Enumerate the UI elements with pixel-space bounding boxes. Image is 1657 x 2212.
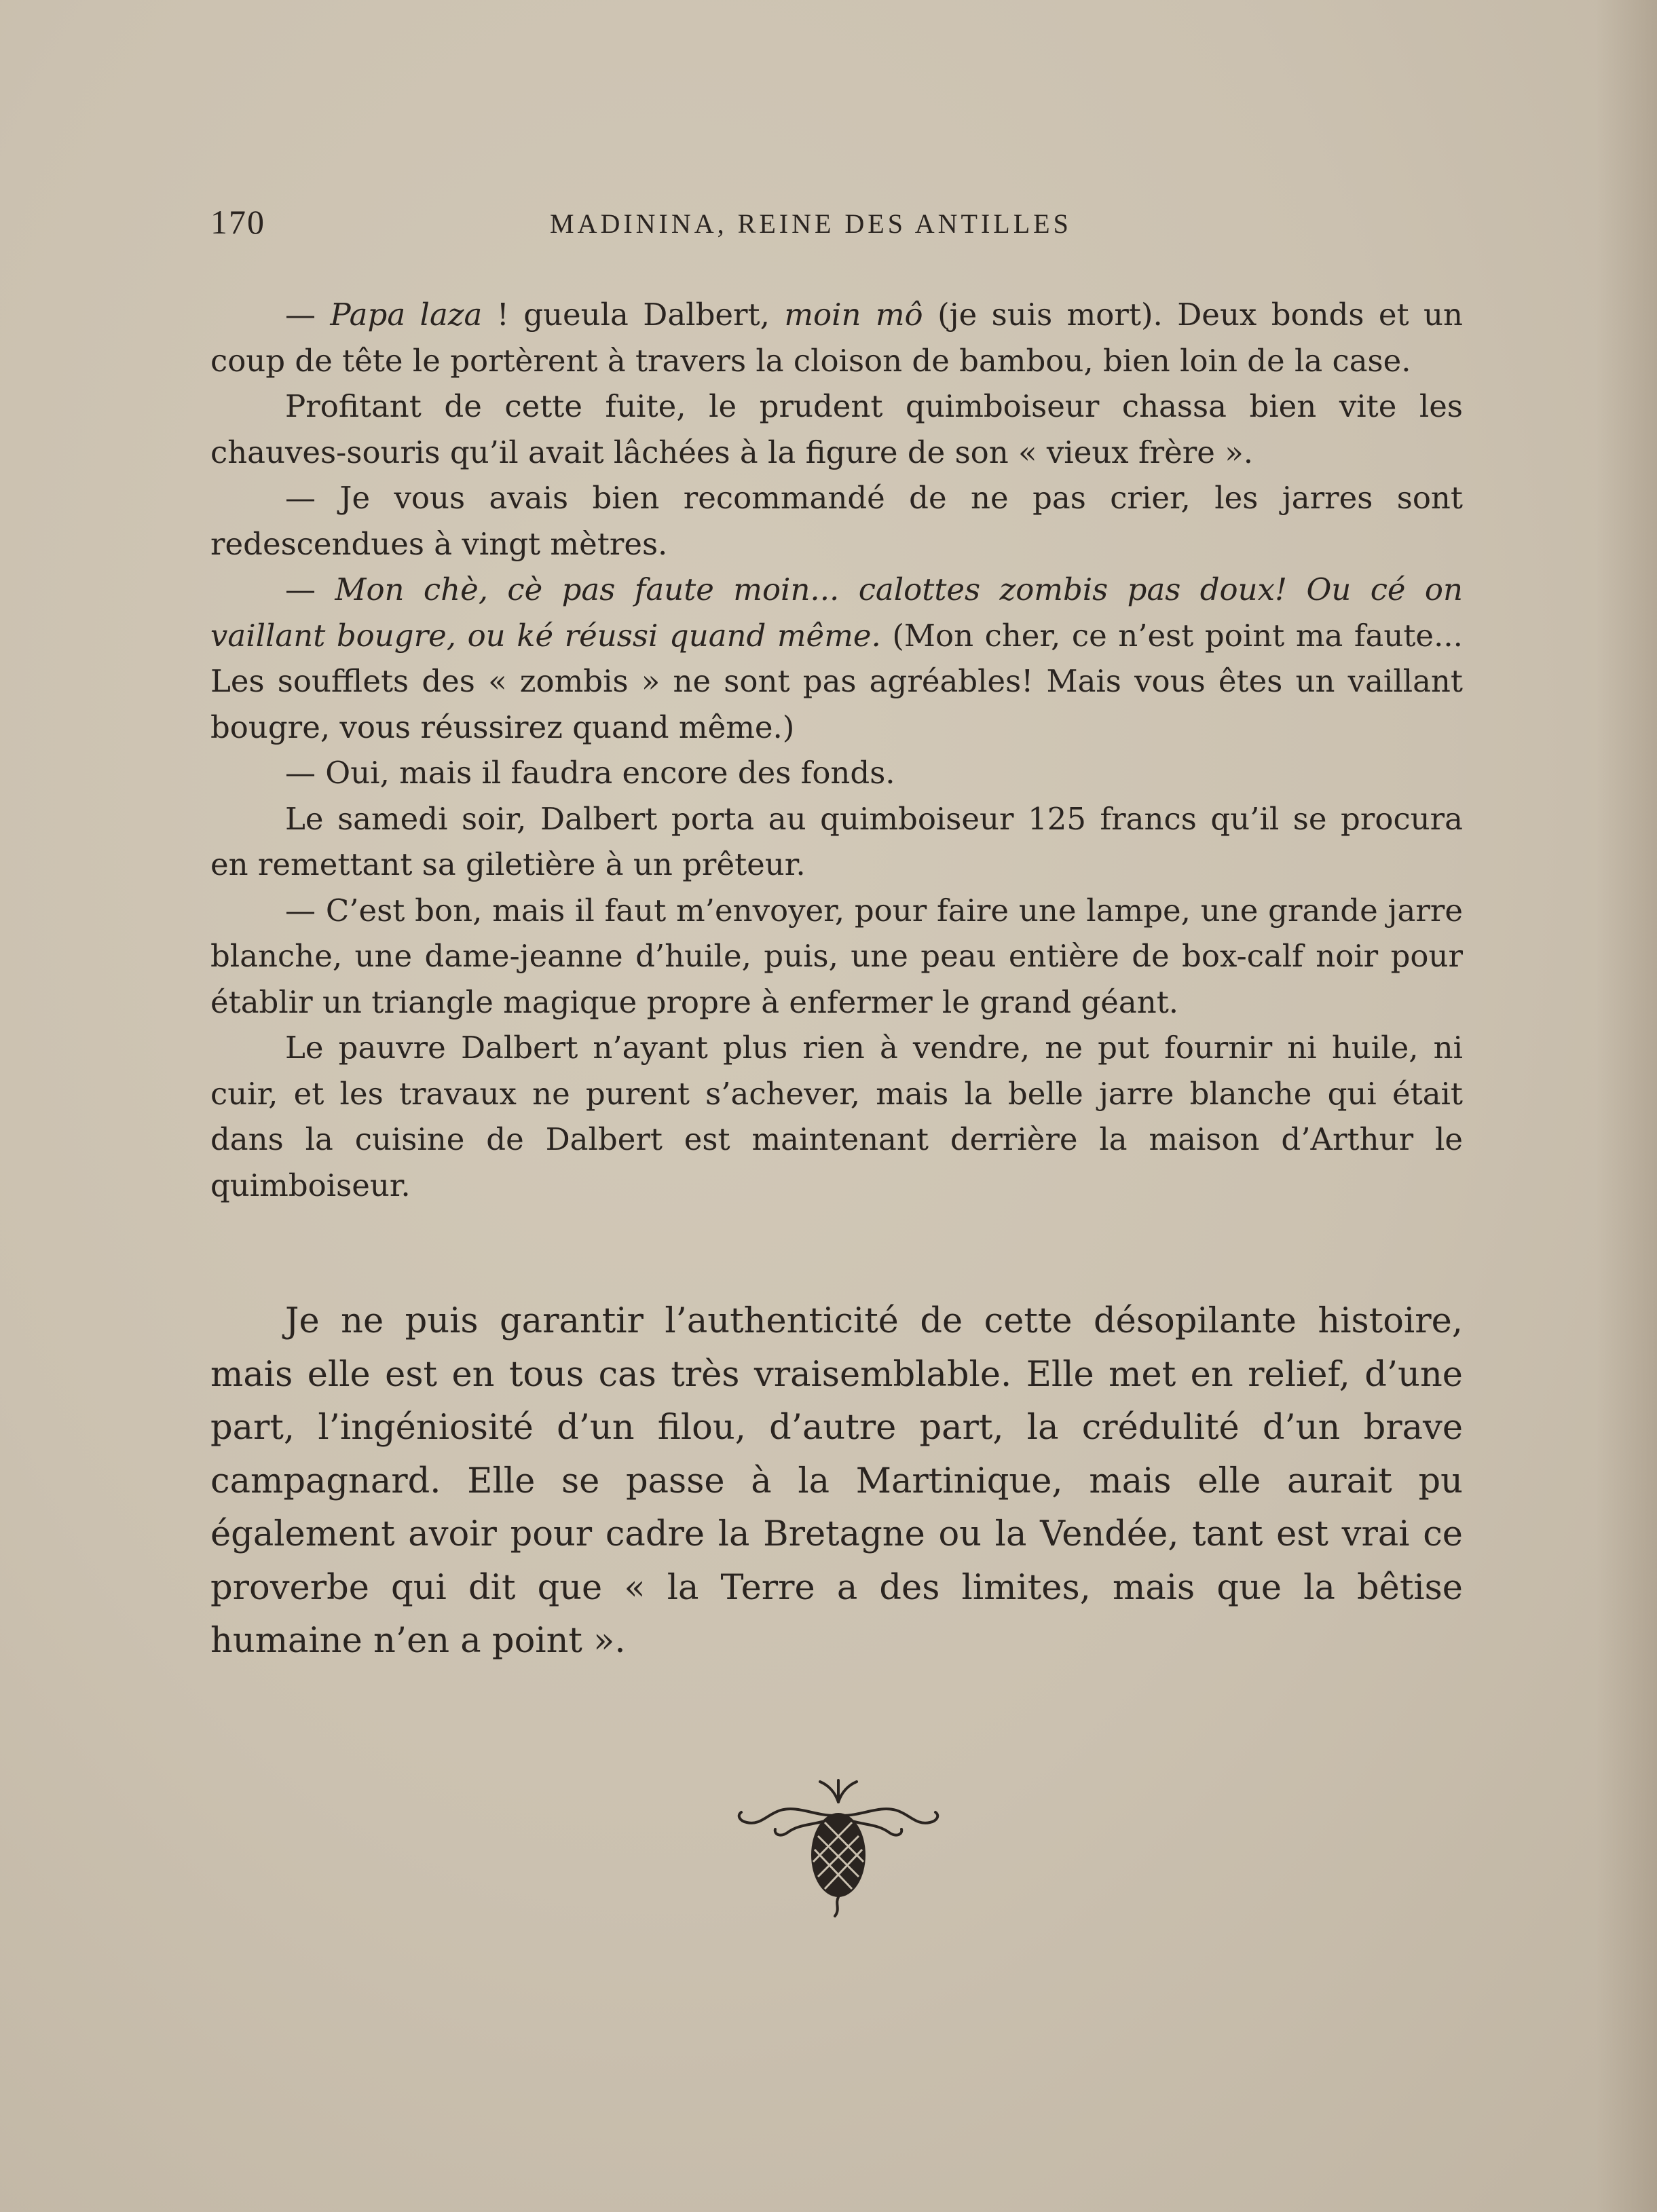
paragraph-text: Le pauvre Dalbert n’ayant plus rien à vendre, ne put fournir ni huile, ni cuir, et les travaux ne purent s’achever, mais la belle jarre blanche qui était dans la cuisine de Dalbert est maintenant derrière la maison d’Arthur le quimboiseur. — [210, 1030, 1463, 1203]
paragraph-text: — — [285, 571, 335, 607]
paragraph-p4 — [210, 567, 1463, 750]
pinecone-fleuron-icon — [733, 1775, 944, 1921]
paragraph-text: (Mon cher, ce n’est point ma faute... Les soufflets des « zombis » ne sont pas agréables! Mais vous êtes un vaillant bougre, vous réussirez quand même.) — [210, 617, 1463, 745]
paragraph-p5 — [210, 750, 1463, 796]
page-edge-shadow — [1596, 0, 1657, 2212]
paragraph-p8 — [210, 1025, 1463, 1208]
paragraph-p2 — [210, 383, 1463, 475]
page-number: 170 — [210, 203, 265, 241]
paragraph-p1 — [210, 292, 1463, 383]
paragraph-text: (je suis mort). Deux bonds et un coup de tête le portèrent à travers la cloison de bambou, bien loin de la case. — [210, 297, 1463, 379]
paragraph-text: — Je vous avais bien recommandé de ne pas crier, les jarres sont redescendues à vingt mètres. — [210, 480, 1463, 562]
paragraph-text: — C’est bon, mais il faut m’envoyer, pour faire une lampe, une grande jarre blanche, une dame-jeanne d’huile, puis, une peau entière de box-calf noir pour établir un triangle magique propre à enfermer le grand géant. — [210, 892, 1463, 1020]
running-title: MADININA, REINE DES ANTILLES — [550, 208, 1072, 239]
paragraph-text: Profitant de cette fuite, le prudent quimboiseur chassa bien vite les chauves-souris qu’il avait lâchées à la figure de son « vieux frère ». — [210, 388, 1463, 470]
italic-creole-text: moin mô — [784, 297, 923, 333]
paragraph-text: Le samedi soir, Dalbert porta au quimboiseur 125 francs qu’il se procura en remettant sa giletière à un prêteur. — [210, 800, 1463, 882]
paragraph-p6 — [210, 796, 1463, 888]
paragraph-text: — — [285, 297, 331, 333]
page-header — [210, 202, 1466, 243]
paragraph-text: ! gueula Dalbert, — [482, 297, 785, 333]
closing-paragraph: Je ne puis garantir l’authenticité de cette désopilante histoire, mais elle est en tous cas très vraisemblable. Elle met en relief, d’une part, l’ingéniosité d’un filou, d’autre part, la crédulité d’un brave campagnard. Elle se passe à la Martinique, mais elle aurait pu également avoir pour cadre la Bretagne ou la Vendée, tant est vrai ce proverbe qui dit que « la Terre a des limites, mais que la bêtise humaine n’en a point ». — [210, 1301, 1463, 1661]
italic-creole-text: Mon chè, cè pas faute moin... calottes zombis pas doux! Ou cé on vaillant bougre, ou ké réussi quand même. — [210, 571, 1464, 654]
story-text — [210, 292, 1463, 1208]
paragraph-text: — Oui, mais il faudra encore des fonds. — [285, 755, 895, 791]
closing-text — [210, 1295, 1463, 1668]
paragraph-p3 — [210, 475, 1463, 567]
paragraph-p7 — [210, 888, 1463, 1026]
italic-creole-text: Papa laza — [330, 297, 483, 333]
